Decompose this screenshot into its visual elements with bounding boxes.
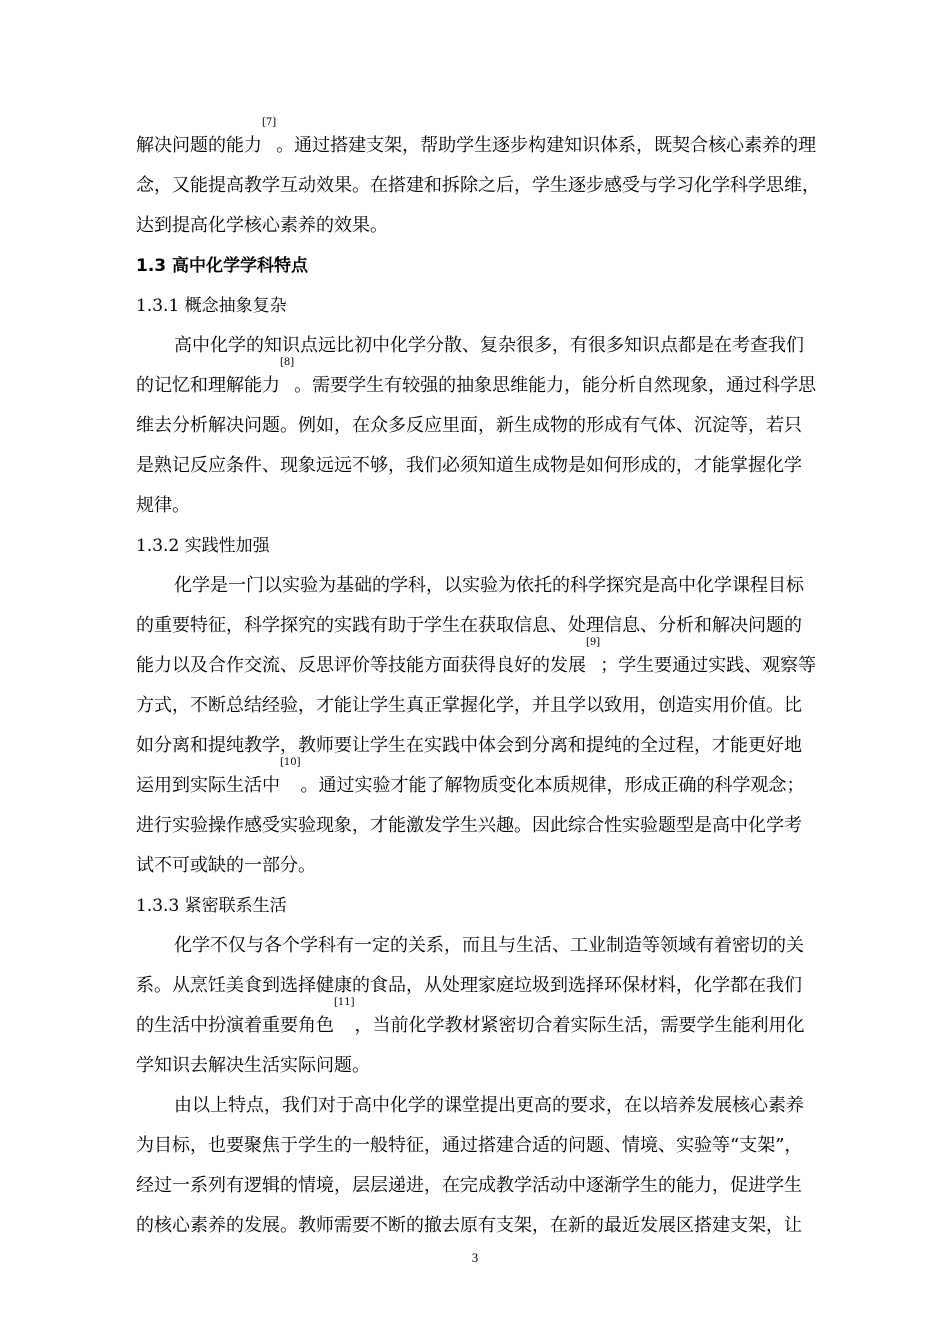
- paragraph-line: [136, 637, 860, 686]
- subsection-heading: 1.3.3 紧密联系生活: [136, 896, 287, 916]
- paragraph-line: 的核心素养的发展。教师需要不断的撤去原有支架，在新的最近发展区搭建支架，让: [136, 1215, 802, 1236]
- citation: [11]: [334, 997, 355, 1008]
- citation: [9]: [586, 637, 601, 648]
- paragraph-line: 高中化学的知识点远比初中化学分散、复杂很多，有很多知识点都是在考查我们: [174, 335, 804, 356]
- paragraph-line: 经过一系列有逻辑的情境，层层递进，在完成教学活动中逐渐学生的能力，促进学生: [136, 1175, 802, 1196]
- paragraph-line: 是熟记反应条件、现象远远不够，我们必须知道生成物是如何形成的，才能掌握化学: [136, 455, 802, 476]
- paragraph-line: [136, 117, 860, 166]
- paragraph-line: 试不可或缺的一部分。: [136, 855, 316, 876]
- paragraph-line: 念，又能提高教学互动效果。在搭建和拆除之后，学生逐步感受与学习化学科学思维，: [136, 175, 820, 196]
- paragraph-line: 化学不仅与各个学科有一定的关系，而且与生活、工业制造等领域有着密切的关: [174, 935, 804, 956]
- paragraph-line: [136, 357, 860, 406]
- citation: [7]: [262, 117, 277, 128]
- text-run: ，当前化学教材紧密切合着实际生活，需要学生能利用化: [354, 1015, 805, 1036]
- paragraph-line: 如分离和提纯教学，教师要让学生在实践中体会到分离和提纯的全过程，才能更好地: [136, 735, 802, 756]
- paragraph-line: 化学是一门以实验为基础的学科，以实验为依托的科学探究是高中化学课程目标: [174, 575, 804, 596]
- text-run: 运用到实际生活中: [136, 775, 280, 796]
- paragraph-line: 维去分析解决问题。例如，在众多反应里面，新生成物的形成有气体、沉淀等，若只: [136, 415, 802, 436]
- text-run: 的记忆和理解能力: [136, 375, 280, 396]
- paragraph-line: 学知识去解决生活实际问题。: [136, 1055, 370, 1076]
- text-run: 。通过搭建支架，帮助学生逐步构建知识体系，既契合核心素养的理: [276, 135, 817, 156]
- text-run: 。通过实验才能了解物质变化本质规律，形成正确的科学观念；: [300, 775, 805, 796]
- paragraph-line: [136, 757, 860, 806]
- citation: [8]: [280, 357, 295, 368]
- text-run: 能力以及合作交流、反思评价等技能方面获得良好的发展: [136, 655, 586, 676]
- paragraph-line: 进行实验操作感受实验现象，才能激发学生兴趣。因此综合性实验题型是高中化学考: [136, 815, 802, 836]
- paragraph-line: 达到提高化学核心素养的效果。: [136, 215, 388, 236]
- text-run: ；学生要通过实践、观察等: [600, 655, 817, 676]
- paragraph-line: 方式，不断总结经验，才能让学生真正掌握化学，并且学以致用，创造实用价值。比: [136, 695, 802, 716]
- paragraph-line: 系。从烹饪美食到选择健康的食品，从处理家庭垃圾到选择环保材料，化学都在我们: [136, 975, 802, 996]
- text-run: 的生活中扮演着重要角色: [136, 1015, 334, 1036]
- paragraph-line: 由以上特点，我们对于高中化学的课堂提出更高的要求，在以培养发展核心素养: [174, 1095, 804, 1116]
- text-run: 解决问题的能力: [136, 135, 262, 156]
- paragraph-line: [136, 997, 860, 1046]
- citation: [10]: [280, 757, 301, 768]
- paragraph-line: 规律。: [136, 495, 190, 516]
- paragraph-line: 为目标，也要聚焦于学生的一般特征，通过搭建合适的问题、情境、实验等“支架”，: [136, 1135, 803, 1156]
- text-run: 。需要学生有较强的抽象思维能力，能分析自然现象，通过科学思: [294, 375, 817, 396]
- subsection-heading: 1.3.1 概念抽象复杂: [136, 296, 287, 316]
- subsection-heading: 1.3.2 实践性加强: [136, 536, 270, 556]
- paragraph-line: 的重要特征，科学探究的实践有助于学生在获取信息、处理信息、分析和解决问题的: [136, 615, 802, 636]
- page-number: 3: [471, 1250, 479, 1265]
- section-heading: 1.3 高中化学学科特点: [136, 256, 309, 276]
